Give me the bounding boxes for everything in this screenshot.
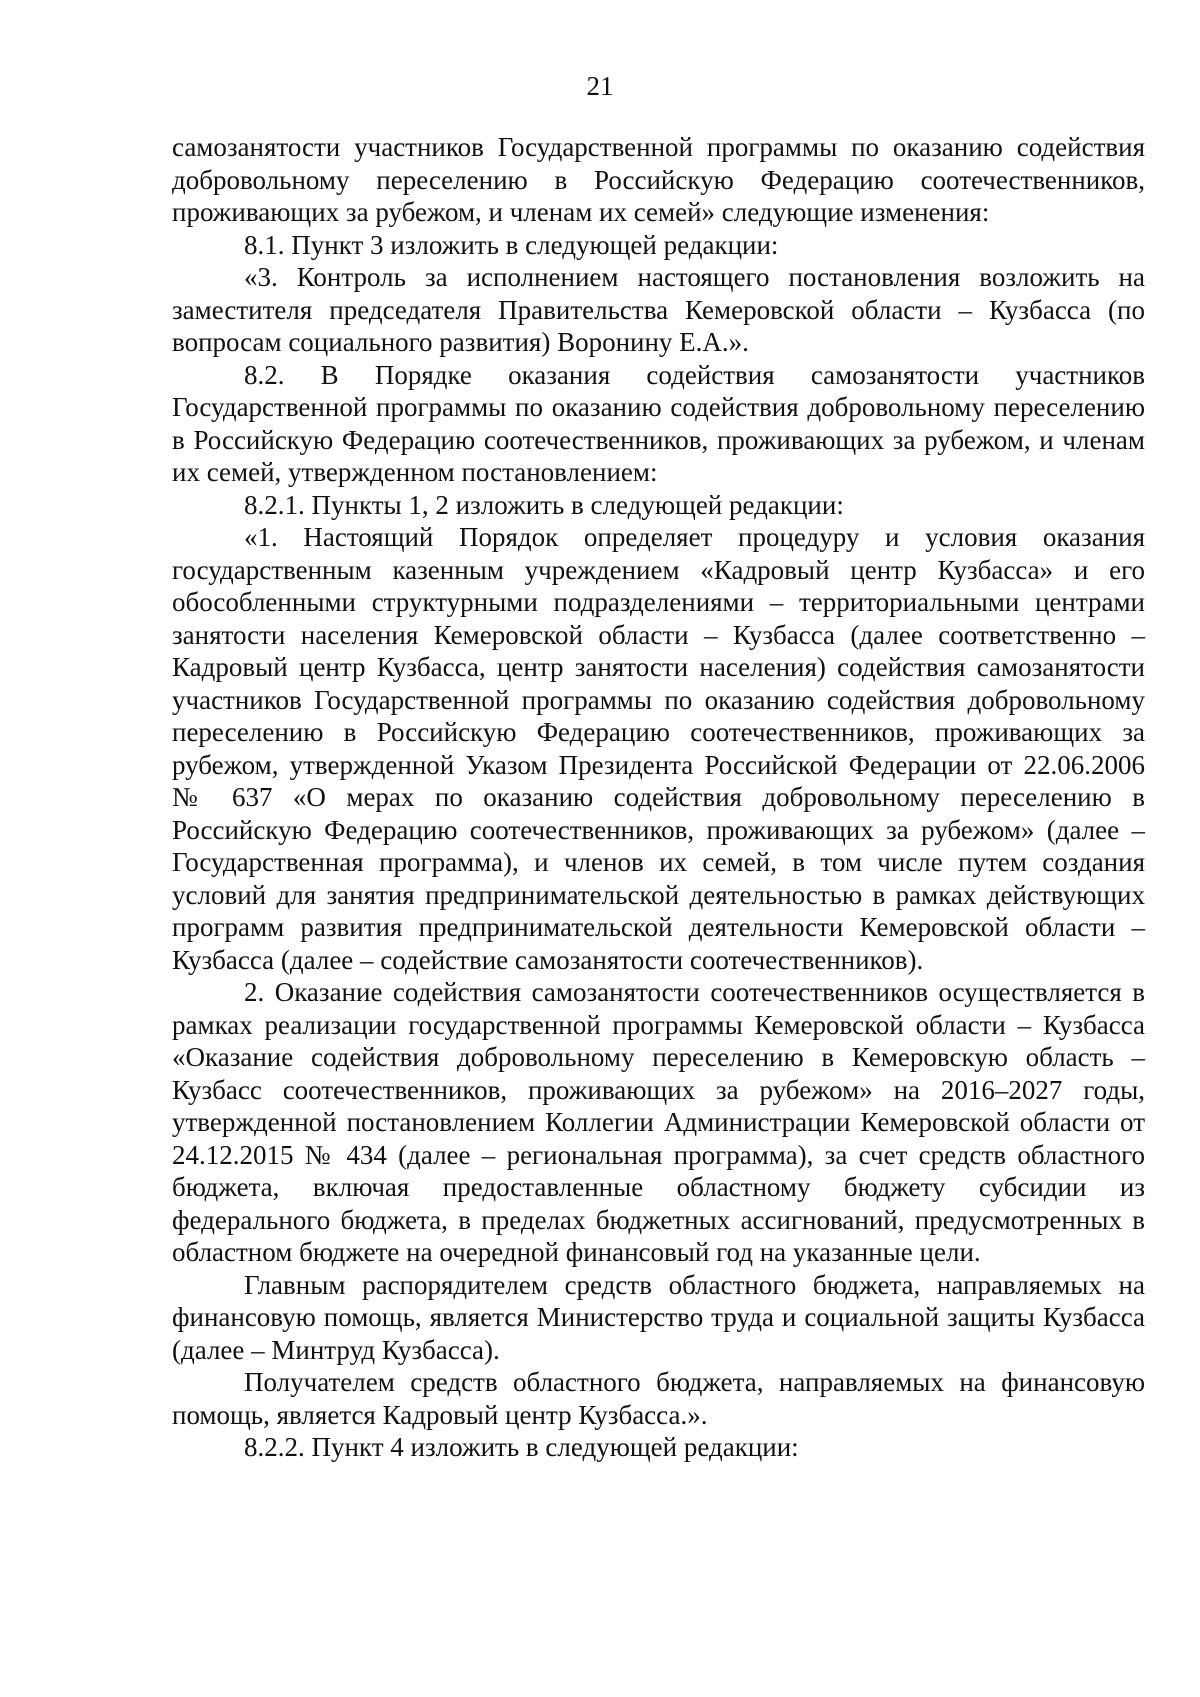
paragraph-8-2: 8.2. В Порядке оказания содействия самозанятости участников Государственной программы по оказанию содействия добровольному переселению в Российскую Федерацию соотечественников, проживающих за рубежом, и членам их семей, утвержденном постановлением:: [172, 359, 1145, 487]
paragraph-point-2: 2. Оказание содействия самозанятости соотечественников осуществляется в рамках реализации государственной программы Кемеровской области – Кузбасса «Оказание содействия добровольному переселению в Кемеровскую область – Кузбасс соотечественников, проживающих за рубежом» на 2016–2027 годы, утвержденной постановлением Коллегии Администрации Кемеровской области от 24.12.2015 № 434 (далее – региональная программа), за счет средств областного бюджета, включая предоставленные областному бюджету субсидии из федерального бюджета, в пределах бюджетных ассигнований, предусмотренных в областном бюджете на очередной финансовый год на указанные цели.: [172, 977, 1145, 1267]
paragraph-point-3: «3. Контроль за исполнением настоящего постановления возложить на заместителя председателя Правительства Кемеровской области – Кузбасса (по вопросам социального развития) Воронину Е.А.».: [172, 262, 1145, 357]
paragraph-8-2-2: 8.2.2. Пункт 4 изложить в следующей редакции:: [244, 1432, 799, 1462]
paragraph-recipient: Получателем средств областного бюджета, направляемых на финансовую помощь, является Кадровый центр Кузбасса.».: [172, 1367, 1145, 1430]
document-body: [172, 131, 1145, 1464]
paragraph-continuation: самозанятости участников Государственной программы по оказанию содействия добровольному переселению в Российскую Федерацию соотечественников, проживающих за рубежом, и членам их семей» следующие изменения:: [172, 132, 1145, 227]
paragraph-point-1: «1. Настоящий Порядок определяет процедуру и условия оказания государственным казенным учреждением «Кадровый центр Кузбасса» и его обособленными структурными подразделениями – территориальными центрами занятости населения Кемеровской области – Кузбасса (далее соответственно – Кадровый центр Кузбасса, центр занятости населения) содействия самозанятости участников Государственной программы по оказанию содействия добровольному переселению в Российскую Федерацию соотечественников, проживающих за рубежом, утвержденной Указом Президента Российской Федерации от 22.06.2006 № 637 «О мерах по оказанию содействия добровольному переселению в Российскую Федерацию соотечественников, проживающих за рубежом» (далее – Государственная программа), и членов их семей, в том числе путем создания условий для занятия предпринимательской деятельностью в рамках действующих программ развития предпринимательской деятельности Кемеровской области – Кузбасса (далее – содействие самозанятости соотечественников).: [172, 522, 1145, 975]
paragraph-8-2-1: 8.2.1. Пункты 1, 2 изложить в следующей редакции:: [244, 489, 844, 520]
paragraph-chief-administrator: Главным распорядителем средств областного бюджета, направляемых на финансовую помощь, является Министерство труда и социальной защиты Кузбасса (далее – Минтруд Кузбасса).: [172, 1269, 1145, 1365]
paragraph-8-1: 8.1. Пункт 3 изложить в следующей редакции:: [244, 229, 779, 260]
page-number: 21: [586, 71, 614, 101]
